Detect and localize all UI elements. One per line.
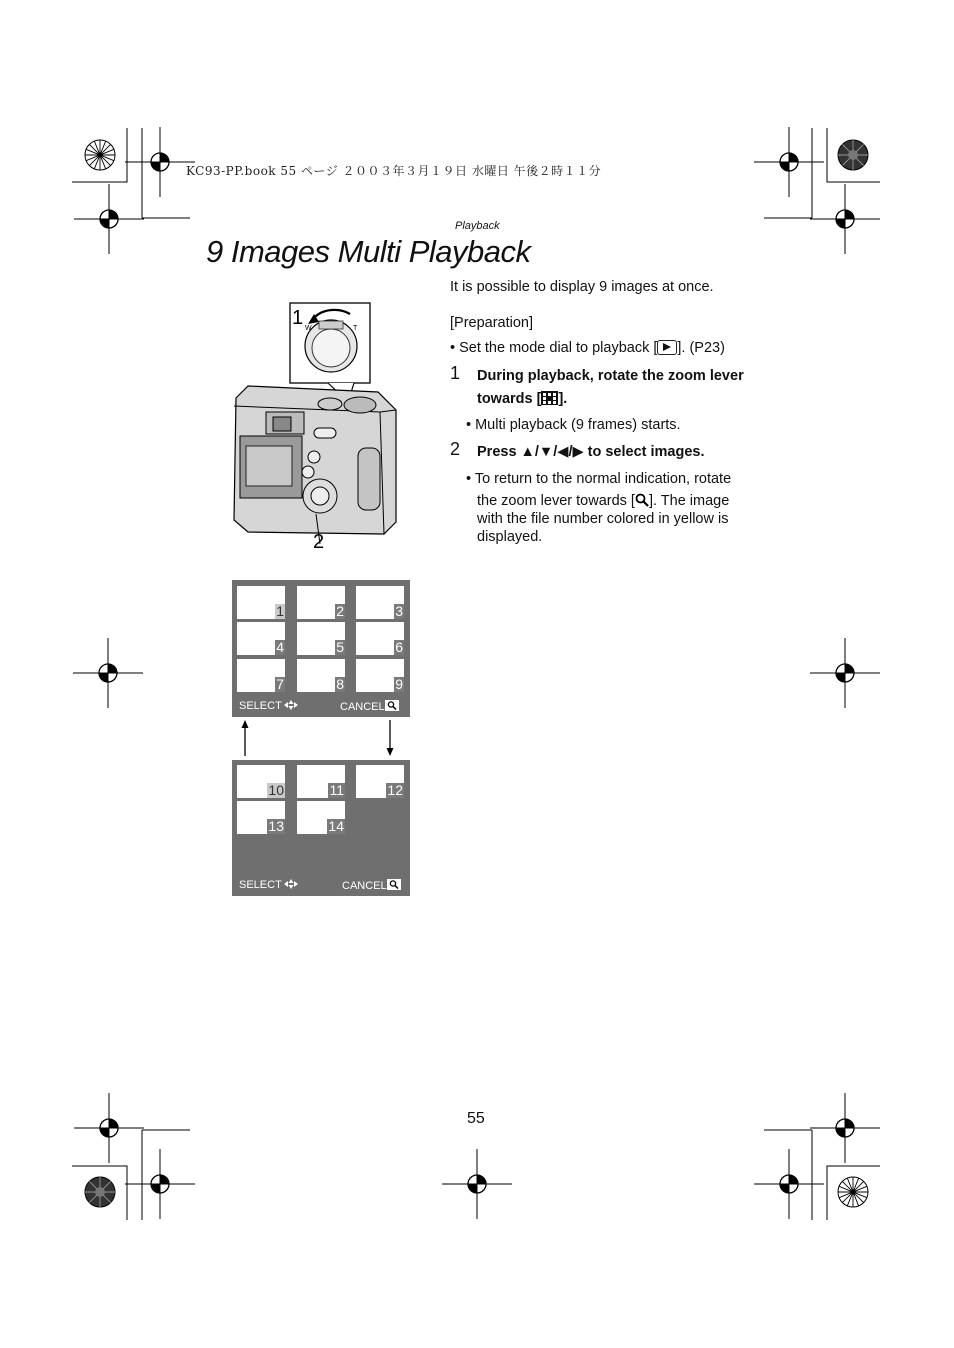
multi-playback-screen-2 [232, 760, 410, 896]
thumbnail-number: 5 [336, 639, 344, 655]
thumbnail[interactable] [297, 622, 345, 655]
playback-mode-icon [657, 340, 677, 355]
thumbnail-number: 2 [336, 603, 344, 619]
preparation-label: [Preparation] [450, 315, 534, 331]
step-1-line2-suffix: ]. [558, 391, 568, 407]
lever-w-label: W [305, 325, 312, 332]
transition-arrows [236, 718, 400, 758]
step-1-line2-prefix: towards [ [477, 391, 542, 407]
select-label: SELECT [239, 700, 300, 712]
thumbnail[interactable] [237, 765, 285, 798]
thumbnail-number: 3 [395, 603, 403, 619]
magnifier-icon [387, 879, 401, 890]
thumbnail-number: 9 [395, 676, 403, 692]
preparation-bullet-prefix: • Set the mode dial to playback [ [450, 340, 658, 356]
preparation-bullet-suffix: ]. (P23) [677, 340, 725, 356]
thumbnail[interactable] [297, 586, 345, 619]
thumbnail-number: 12 [387, 782, 403, 798]
thumbnail[interactable] [237, 801, 285, 834]
multi-playback-screen-1 [232, 580, 410, 717]
step-1-line1: During playback, rotate the zoom lever [477, 368, 744, 384]
thumbnail[interactable] [356, 586, 404, 619]
thumbnail-number: 11 [329, 782, 344, 798]
thumbnail-number: 8 [336, 676, 344, 692]
intro-text: It is possible to display 9 images at once. [450, 279, 714, 295]
cancel-label: CANCEL [342, 879, 401, 892]
thumbnail-number: 13 [268, 818, 284, 834]
cancel-label: CANCEL [340, 700, 399, 713]
magnifier-icon [635, 493, 649, 507]
thumbnail[interactable] [297, 801, 345, 834]
preparation-bullet [450, 339, 760, 357]
step-1-number: 1 [450, 363, 461, 383]
step-2-note-line2 [477, 492, 752, 510]
thumbnail[interactable] [356, 659, 404, 692]
multi-playback-icon [541, 391, 558, 405]
thumbnail[interactable] [297, 659, 345, 692]
thumbnail-number: 10 [268, 782, 284, 798]
thumbnail-number: 7 [276, 676, 284, 692]
section-header: Playback [455, 220, 500, 232]
step-2-number: 2 [450, 439, 461, 459]
thumbnail[interactable] [356, 622, 404, 655]
four-way-arrows-icon [282, 879, 300, 889]
four-way-arrows-icon [282, 700, 300, 710]
step-2-note-line2-suffix: ]. The image [648, 493, 730, 509]
page-title: 9 Images Multi Playback [206, 234, 531, 269]
thumbnail-number: 6 [395, 639, 403, 655]
camera-illustration [228, 300, 400, 556]
step-1-line2 [477, 390, 767, 408]
thumbnail-number: 1 [276, 603, 284, 619]
thumbnail[interactable] [237, 622, 285, 655]
thumbnail[interactable] [297, 765, 345, 798]
step-2-note-rest: with the file number colored in yellow is displayed. [477, 511, 729, 545]
callout-number-2: 2 [313, 531, 325, 553]
page-number: 55 [467, 1110, 485, 1127]
magnifier-icon [385, 700, 399, 711]
print-info-line: KC93-PP.book 55 ページ ２００３年３月１９日 水曜日 午後２時１１分 [186, 164, 602, 178]
thumbnail-number: 4 [276, 639, 284, 655]
thumbnail[interactable] [237, 659, 285, 692]
thumbnail[interactable] [356, 765, 404, 798]
thumbnail[interactable] [237, 586, 285, 619]
step-2-note-line1: • To return to the normal indication, rotate [466, 471, 732, 487]
step-2-note-line2-prefix: the zoom lever towards [ [477, 493, 635, 509]
thumbnail-number: 14 [328, 818, 344, 834]
lever-t-label: T [353, 325, 358, 332]
step-1-note: • Multi playback (9 frames) starts. [466, 417, 681, 433]
callout-number-1: 1 [292, 307, 304, 329]
select-label: SELECT [239, 879, 300, 891]
step-2-text: Press ▲/▼/◀/▶ to select images. [477, 444, 705, 460]
